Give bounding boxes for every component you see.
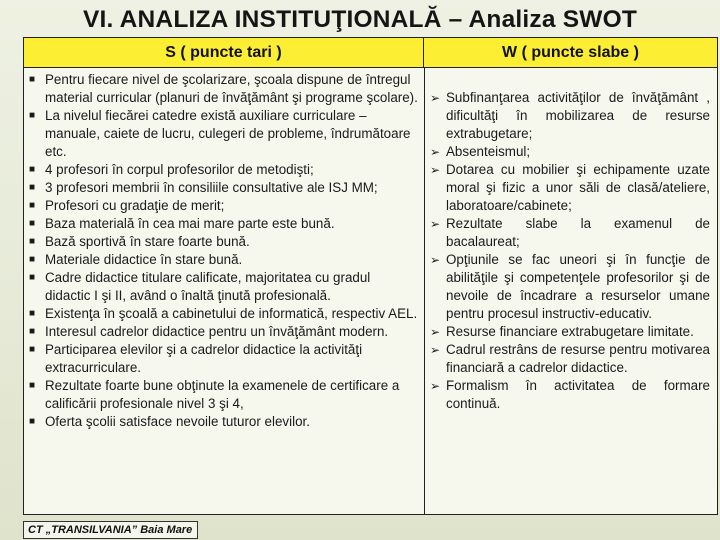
square-bullet-icon: ■	[29, 254, 36, 265]
weaknesses-list	[430, 89, 710, 413]
strength-item: ■ 4 profesori în corpul profesorilor de metodişti;	[29, 162, 314, 177]
square-bullet-icon: ■	[29, 272, 36, 283]
column-divider	[424, 68, 425, 514]
square-bullet-icon: ■	[29, 236, 36, 247]
arrowhead-bullet-icon: ➢	[430, 163, 441, 177]
weakness-item: ➢ Opţiunile se fac uneori şi în funcţie de abilităţile şi competenţele profesorilor şi de nevoile de încadrare a resurselor umane pentru procesul instructiv-educativ.	[430, 252, 710, 321]
strength-item: ■ Bază sportivă în stare foarte bună.	[29, 234, 250, 249]
square-bullet-icon: ■	[29, 380, 36, 391]
school-footer: CT „TRANSILVANIA” Baia Mare	[23, 521, 198, 539]
strength-item: ■ Oferta şcolii satisface nevoile tuturor elevilor.	[29, 414, 310, 429]
strength-item: ■ 3 profesori membrii în consiliile consultative ale ISJ MM;	[29, 180, 378, 195]
square-bullet-icon: ■	[29, 164, 36, 175]
strength-item: ■ Pentru fiecare nivel de şcolarizare, şcoala dispune de întregul material curricular (planuri de învăţământ şi programe şcolare).	[29, 72, 418, 105]
strength-item: ■ Participarea elevilor şi a cadrelor didactice la activităţi extracurriculare.	[29, 342, 363, 375]
square-bullet-icon: ■	[29, 344, 36, 355]
square-bullet-icon: ■	[29, 218, 36, 229]
square-bullet-icon: ■	[29, 110, 36, 121]
weakness-item: ➢ Dotarea cu mobilier şi echipamente uzate moral şi fizic a unor săli de clasă/ateliere, laboratoare/cabinete;	[430, 162, 710, 213]
arrowhead-bullet-icon: ➢	[430, 325, 441, 339]
weakness-item: ➢ Cadrul restrâns de resurse pentru motivarea financiară a cadrelor didactice.	[430, 342, 710, 375]
strengths-list	[25, 71, 419, 431]
arrowhead-bullet-icon: ➢	[430, 217, 441, 231]
weaknesses-header: W ( puncte slabe )	[424, 38, 717, 68]
slide-title: VI. ANALIZA INSTITUŢIONALĂ – Analiza SWOT	[82, 6, 637, 33]
square-bullet-icon: ■	[29, 308, 36, 319]
weakness-item: ➢ Resurse financiare extrabugetare limitate.	[430, 324, 694, 339]
strength-item: ■ Materiale didactice în stare bună.	[29, 252, 243, 267]
square-bullet-icon: ■	[29, 416, 36, 427]
square-bullet-icon: ■	[29, 182, 36, 193]
strength-item: ■ Baza materială în cea mai mare parte este bună.	[29, 216, 335, 231]
strength-item: ■ Rezultate foarte bune obţinute la examenele de certificare a calificării profesionale nivel 3 şi 4,	[29, 378, 400, 411]
arrowhead-bullet-icon: ➢	[430, 379, 441, 393]
square-bullet-icon: ■	[29, 326, 36, 337]
arrowhead-bullet-icon: ➢	[430, 145, 441, 159]
strength-item: ■ Cadre didactice titulare calificate, majoritatea cu gradul didactic I şi II, având o înaltă ţinută profesională.	[29, 270, 371, 303]
weakness-item: ➢ Rezultate slabe la examenul de bacalaureat;	[430, 216, 710, 249]
weakness-item: ➢ Subfinanţarea activităţilor de învăţământ , dificultăţi în mobilizarea de resurse extrabugetare;	[430, 90, 710, 141]
strength-item: ■ Existenţa în şcoală a cabinetului de informatică, respectiv AEL.	[29, 306, 418, 321]
strength-item: ■ Profesori cu gradaţie de merit;	[29, 198, 225, 213]
strengths-header: S ( puncte tari )	[24, 38, 424, 68]
square-bullet-icon: ■	[29, 74, 36, 85]
strength-item: ■ La nivelul fiecărei catedre există auxiliare curriculare – manuale, caiete de lucru, culegeri de probleme, îndrumătoare etc.	[29, 108, 411, 159]
arrowhead-bullet-icon: ➢	[430, 253, 441, 267]
weakness-item: ➢ Absenteismul;	[430, 144, 531, 159]
arrowhead-bullet-icon: ➢	[430, 343, 441, 357]
strength-item: ■ Interesul cadrelor didactice pentru un învăţământ modern.	[29, 324, 389, 339]
square-bullet-icon: ■	[29, 200, 36, 211]
weakness-item: ➢ Formalism în activitatea de formare continuă.	[430, 378, 710, 411]
arrowhead-bullet-icon: ➢	[430, 91, 441, 105]
